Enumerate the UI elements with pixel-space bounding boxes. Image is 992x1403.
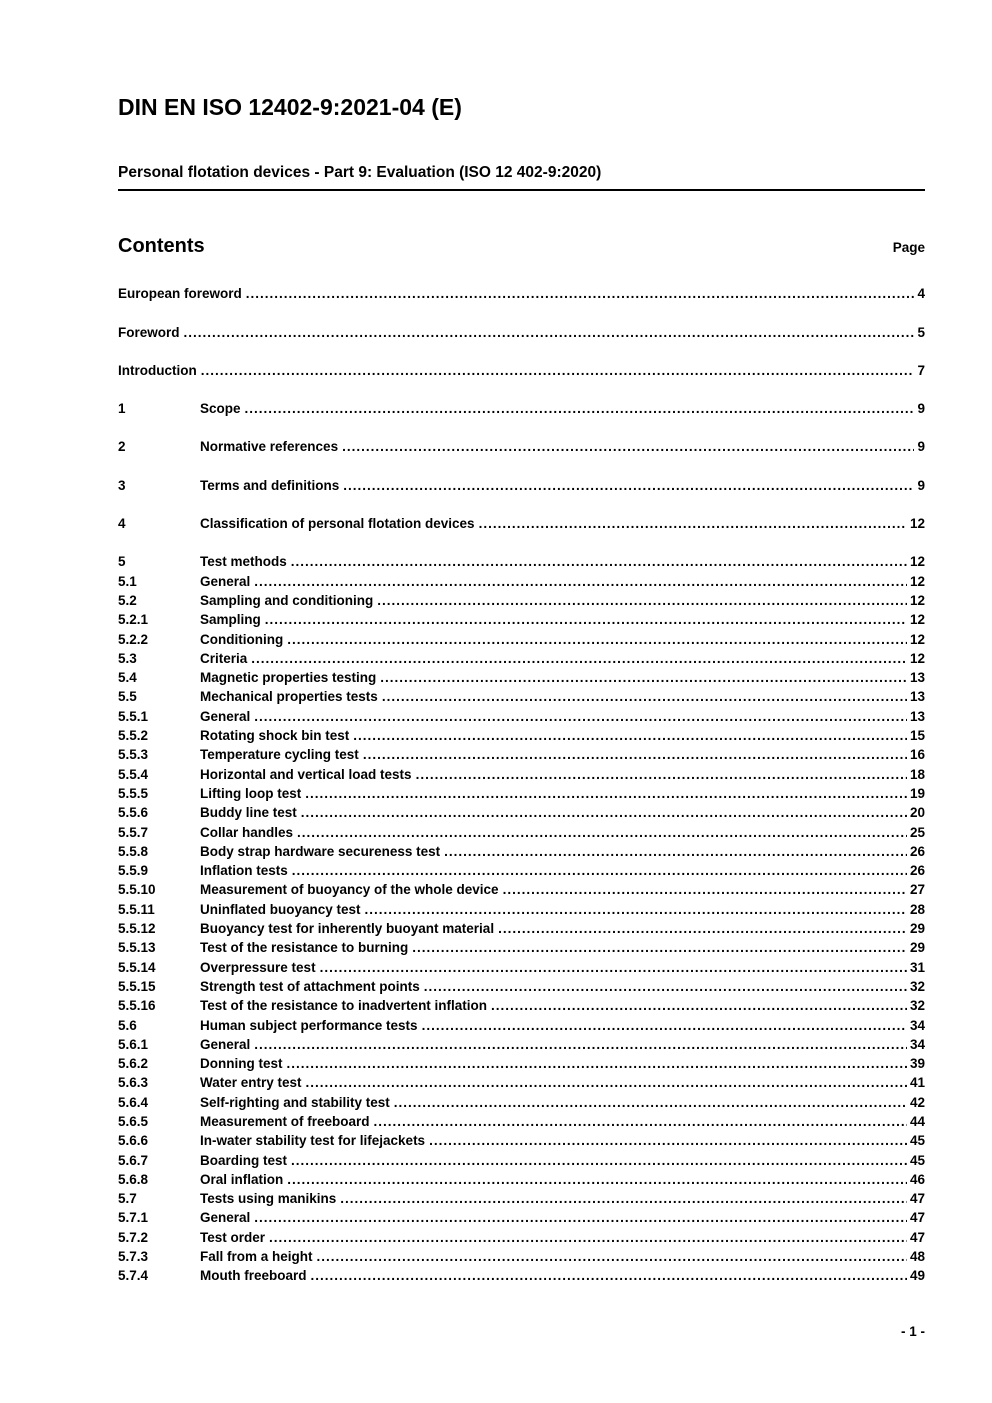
toc-leader-dots (429, 1131, 907, 1150)
toc-entry-label: Measurement of freeboard (200, 1113, 370, 1129)
toc-entry-label: Water entry test (200, 1075, 302, 1091)
toc-entry-label: Tests using manikins (200, 1191, 337, 1207)
toc-row (118, 668, 925, 687)
toc-entry-label: Overpressure test (200, 959, 316, 975)
toc-row (118, 649, 925, 668)
toc-entry-number: 5.5.16 (118, 998, 156, 1014)
toc-entry-number: 5.7 (118, 1191, 137, 1207)
toc-entry-number: 5.7.2 (118, 1229, 149, 1245)
toc-entry-page: 49 (909, 1268, 925, 1284)
toc-entry-number: 1 (118, 401, 126, 417)
toc-entry-label: Human subject performance tests (200, 1017, 418, 1033)
toc-entry-number: 5.6.8 (118, 1171, 149, 1187)
toc-entry-number: 5.5 (118, 689, 137, 705)
toc-entry-label: Test methods (200, 554, 287, 570)
toc-entry-page: 31 (909, 959, 925, 975)
toc-row (118, 1073, 925, 1092)
toc-row (118, 361, 925, 380)
toc-entry-label: Fall from a height (200, 1249, 313, 1265)
toc-leader-dots (422, 1016, 907, 1035)
toc-row (118, 765, 925, 784)
toc-entry-page: 12 (909, 573, 925, 589)
toc-entry-page: 13 (909, 689, 925, 705)
document-title: DIN EN ISO 12402-9:2021-04 (E) (118, 94, 462, 120)
toc-row (118, 1208, 925, 1227)
toc-leader-dots (301, 803, 907, 822)
toc-leader-dots (342, 437, 914, 456)
toc-leader-dots (424, 977, 907, 996)
toc-entry-number: 5.2 (118, 592, 137, 608)
toc-entry-label: Mechanical properties tests (200, 689, 378, 705)
toc-entry-number: 5.6.1 (118, 1036, 149, 1052)
toc-entry-number: 5.5.4 (118, 766, 149, 782)
toc-leader-dots (498, 919, 907, 938)
toc-entry-label: Sampling (200, 612, 261, 628)
toc-entry-number: 5.4 (118, 670, 137, 686)
contents-heading: Contents (118, 235, 205, 258)
toc-row (118, 1054, 925, 1073)
toc-entry-page: 12 (909, 592, 925, 608)
toc-list (118, 284, 925, 1285)
toc-entry-page: 34 (909, 1017, 925, 1033)
toc-entry-page: 28 (909, 901, 925, 917)
toc-entry-page: 9 (917, 439, 925, 455)
toc-entry-page: 13 (909, 708, 925, 724)
toc-row (118, 784, 925, 803)
toc-leader-dots (416, 765, 907, 784)
toc-leader-dots (246, 284, 915, 303)
toc-leader-dots (317, 1247, 907, 1266)
toc-leader-dots (444, 842, 907, 861)
toc-entry-page: 41 (909, 1075, 925, 1091)
toc-leader-dots (291, 1151, 907, 1170)
toc-leader-dots (269, 1228, 907, 1247)
toc-row (118, 591, 925, 610)
toc-entry-label: Criteria (200, 650, 248, 666)
toc-entry-page: 4 (917, 286, 925, 302)
toc-entry-label: General (200, 708, 251, 724)
toc-entry-number: 5.7.4 (118, 1268, 149, 1284)
toc-entry-page: 12 (909, 554, 925, 570)
toc-leader-dots (184, 323, 915, 342)
toc-leader-dots (292, 861, 907, 880)
contents-header-row (118, 235, 925, 258)
toc-entry-label: Scope (200, 401, 241, 417)
toc-entry-page: 12 (909, 612, 925, 628)
toc-entry-number: 5.6.3 (118, 1075, 149, 1091)
toc-row (118, 745, 925, 764)
toc-entry-label: Donning test (200, 1056, 283, 1072)
toc-entry-label: In-water stability test for lifejackets (200, 1133, 426, 1149)
toc-entry-label: Body strap hardware secureness test (200, 843, 441, 859)
toc-entry-number: 5.5.14 (118, 959, 156, 975)
toc-entry-label: Conditioning (200, 631, 284, 647)
toc-leader-dots (382, 687, 907, 706)
toc-entry-number: 5.5.12 (118, 921, 156, 937)
toc-row (118, 284, 925, 303)
toc-row (118, 861, 925, 880)
toc-row (118, 1131, 925, 1150)
toc-row (118, 323, 925, 342)
toc-row (118, 1228, 925, 1247)
toc-entry-number: 5.5.11 (118, 901, 155, 917)
toc-entry-page: 18 (909, 766, 925, 782)
toc-entry-page: 20 (909, 805, 925, 821)
toc-entry-label: Rotating shock bin test (200, 728, 350, 744)
toc-leader-dots (201, 361, 915, 380)
toc-entry-number: 5.1 (118, 573, 137, 589)
toc-entry-page: 5 (917, 324, 925, 340)
toc-row (118, 437, 925, 456)
toc-entry-page: 34 (909, 1036, 925, 1052)
toc-leader-dots (287, 1170, 907, 1189)
toc-leader-dots (311, 1266, 907, 1285)
toc-row (118, 938, 925, 957)
toc-entry-page: 47 (909, 1229, 925, 1245)
toc-entry-label: Boarding test (200, 1152, 288, 1168)
toc-entry-number: 5.3 (118, 650, 137, 666)
toc-leader-dots (254, 1208, 907, 1227)
toc-entry-page: 32 (909, 978, 925, 994)
toc-row (118, 476, 925, 495)
toc-entry-label: Test order (200, 1229, 266, 1245)
toc-entry-page: 44 (909, 1113, 925, 1129)
toc-entry-number: 5.2.2 (118, 631, 149, 647)
toc-leader-dots (374, 1112, 907, 1131)
toc-entry-label: Mouth freeboard (200, 1268, 307, 1284)
toc-entry-label: Strength test of attachment points (200, 978, 420, 994)
toc-entry-page: 47 (909, 1191, 925, 1207)
toc-row (118, 1093, 925, 1112)
toc-entry-number: 5.2.1 (118, 612, 149, 628)
toc-row (118, 1170, 925, 1189)
toc-entry-page: 45 (909, 1152, 925, 1168)
toc-leader-dots (412, 938, 907, 957)
toc-entry-page: 9 (917, 477, 925, 493)
toc-entry-label: Classification of personal flotation devices (200, 516, 475, 532)
toc-row (118, 1266, 925, 1285)
toc-entry-page: 9 (917, 401, 925, 417)
toc-entry-number: 5.5.6 (118, 805, 149, 821)
toc-entry-number: 5 (118, 554, 126, 570)
toc-entry-number: 4 (118, 516, 126, 532)
toc-leader-dots (380, 668, 907, 687)
toc-leader-dots (353, 726, 907, 745)
toc-entry-page: 25 (909, 824, 925, 840)
toc-row (118, 958, 925, 977)
toc-row (118, 514, 925, 533)
toc-entry-label: Inflation tests (200, 863, 288, 879)
toc-entry-label: Foreword (118, 324, 180, 340)
toc-entry-label: Oral inflation (200, 1171, 284, 1187)
toc-entry-label: Sampling and conditioning (200, 592, 374, 608)
toc-row (118, 1151, 925, 1170)
toc-entry-page: 26 (909, 843, 925, 859)
page-column-label: Page (892, 240, 925, 256)
toc-leader-dots (254, 572, 907, 591)
toc-leader-dots (305, 784, 907, 803)
toc-entry-number: 5.5.1 (118, 708, 149, 724)
toc-entry-page: 12 (909, 516, 925, 532)
toc-entry-page: 29 (909, 940, 925, 956)
toc-entry-page: 39 (909, 1056, 925, 1072)
toc-entry-number: 5.5.8 (118, 843, 149, 859)
toc-leader-dots (251, 649, 907, 668)
toc-leader-dots (254, 1035, 907, 1054)
toc-entry-number: 2 (118, 439, 126, 455)
toc-entry-page: 15 (909, 728, 925, 744)
toc-row (118, 1112, 925, 1131)
toc-row (118, 1016, 925, 1035)
toc-row (118, 610, 925, 629)
toc-entry-label: Buddy line test (200, 805, 297, 821)
toc-row (118, 1247, 925, 1266)
toc-leader-dots (320, 958, 907, 977)
toc-entry-page: 12 (909, 650, 925, 666)
toc-entry-label: Self-righting and stability test (200, 1094, 390, 1110)
toc-entry-page: 16 (909, 747, 925, 763)
toc-leader-dots (343, 476, 914, 495)
toc-entry-number: 5.5.7 (118, 824, 149, 840)
toc-entry-page: 46 (909, 1171, 925, 1187)
toc-entry-number: 5.5.5 (118, 785, 149, 801)
toc-row (118, 630, 925, 649)
toc-entry-number: 5.5.2 (118, 728, 149, 744)
toc-entry-page: 19 (909, 785, 925, 801)
toc-entry-label: Normative references (200, 439, 339, 455)
toc-entry-number: 5.7.1 (118, 1210, 149, 1226)
toc-entry-page: 47 (909, 1210, 925, 1226)
toc-entry-page: 7 (917, 362, 925, 378)
toc-row (118, 726, 925, 745)
toc-entry-page: 13 (909, 670, 925, 686)
toc-leader-dots (479, 514, 907, 533)
toc-leader-dots (245, 399, 915, 418)
toc-leader-dots (291, 552, 907, 571)
toc-leader-dots (503, 880, 907, 899)
toc-row (118, 1035, 925, 1054)
toc-leader-dots (363, 745, 907, 764)
toc-row (118, 919, 925, 938)
toc-leader-dots (254, 707, 907, 726)
toc-entry-page: 32 (909, 998, 925, 1014)
toc-entry-label: Measurement of buoyancy of the whole device (200, 882, 499, 898)
toc-row (118, 900, 925, 919)
toc-entry-number: 5.6.4 (118, 1094, 149, 1110)
toc-entry-number: 5.6.2 (118, 1056, 149, 1072)
toc-entry-label: General (200, 1210, 251, 1226)
toc-entry-number: 5.6.5 (118, 1113, 149, 1129)
toc-entry-label: Test of the resistance to burning (200, 940, 409, 956)
toc-row (118, 996, 925, 1015)
page-number-footer: - 1 - (900, 1324, 925, 1339)
toc-entry-label: Introduction (118, 362, 197, 378)
toc-row (118, 803, 925, 822)
document-subtitle: Personal flotation devices - Part 9: Evaluation (ISO 12 402-9:2020) (118, 164, 925, 191)
toc-entry-number: 5.5.3 (118, 747, 149, 763)
toc-row (118, 842, 925, 861)
toc-entry-number: 3 (118, 477, 126, 493)
toc-entry-label: Buoyancy test for inherently buoyant material (200, 921, 495, 937)
toc-leader-dots (265, 610, 907, 629)
toc-row (118, 399, 925, 418)
toc-entry-page: 42 (909, 1094, 925, 1110)
toc-leader-dots (287, 1054, 907, 1073)
toc-leader-dots (297, 823, 907, 842)
toc-leader-dots (377, 591, 907, 610)
toc-row (118, 552, 925, 571)
toc-row (118, 823, 925, 842)
toc-row (118, 572, 925, 591)
toc-entry-label: Horizontal and vertical load tests (200, 766, 412, 782)
toc-row (118, 687, 925, 706)
toc-entry-page: 12 (909, 631, 925, 647)
toc-row (118, 1189, 925, 1208)
toc-entry-page: 26 (909, 863, 925, 879)
toc-leader-dots (394, 1093, 907, 1112)
toc-entry-label: Lifting loop test (200, 785, 302, 801)
toc-entry-label: Uninflated buoyancy test (200, 901, 361, 917)
toc-leader-dots (491, 996, 907, 1015)
toc-entry-label: European foreword (118, 286, 242, 302)
toc-entry-page: 48 (909, 1249, 925, 1265)
toc-entry-label: General (200, 573, 251, 589)
toc-entry-page: 45 (909, 1133, 925, 1149)
toc-row (118, 880, 925, 899)
toc-leader-dots (306, 1073, 907, 1092)
toc-entry-number: 5.5.10 (118, 882, 156, 898)
toc-leader-dots (365, 900, 907, 919)
toc-entry-number: 5.5.9 (118, 863, 149, 879)
toc-entry-number: 5.5.15 (118, 978, 156, 994)
toc-row (118, 977, 925, 996)
toc-entry-label: Collar handles (200, 824, 294, 840)
toc-entry-number: 5.6.6 (118, 1133, 149, 1149)
toc-entry-number: 5.6.7 (118, 1152, 149, 1168)
toc-entry-label: Terms and definitions (200, 477, 340, 493)
toc-entry-number: 5.7.3 (118, 1249, 149, 1265)
toc-leader-dots (340, 1189, 907, 1208)
toc-entry-label: General (200, 1036, 251, 1052)
toc-entry-page: 27 (909, 882, 925, 898)
toc-entry-number: 5.6 (118, 1017, 137, 1033)
toc-entry-label: Magnetic properties testing (200, 670, 377, 686)
toc-entry-label: Temperature cycling test (200, 747, 359, 763)
toc-row (118, 707, 925, 726)
toc-entry-page: 29 (909, 921, 925, 937)
toc-entry-number: 5.5.13 (118, 940, 156, 956)
toc-entry-label: Test of the resistance to inadvertent inflation (200, 998, 488, 1014)
toc-leader-dots (287, 630, 907, 649)
